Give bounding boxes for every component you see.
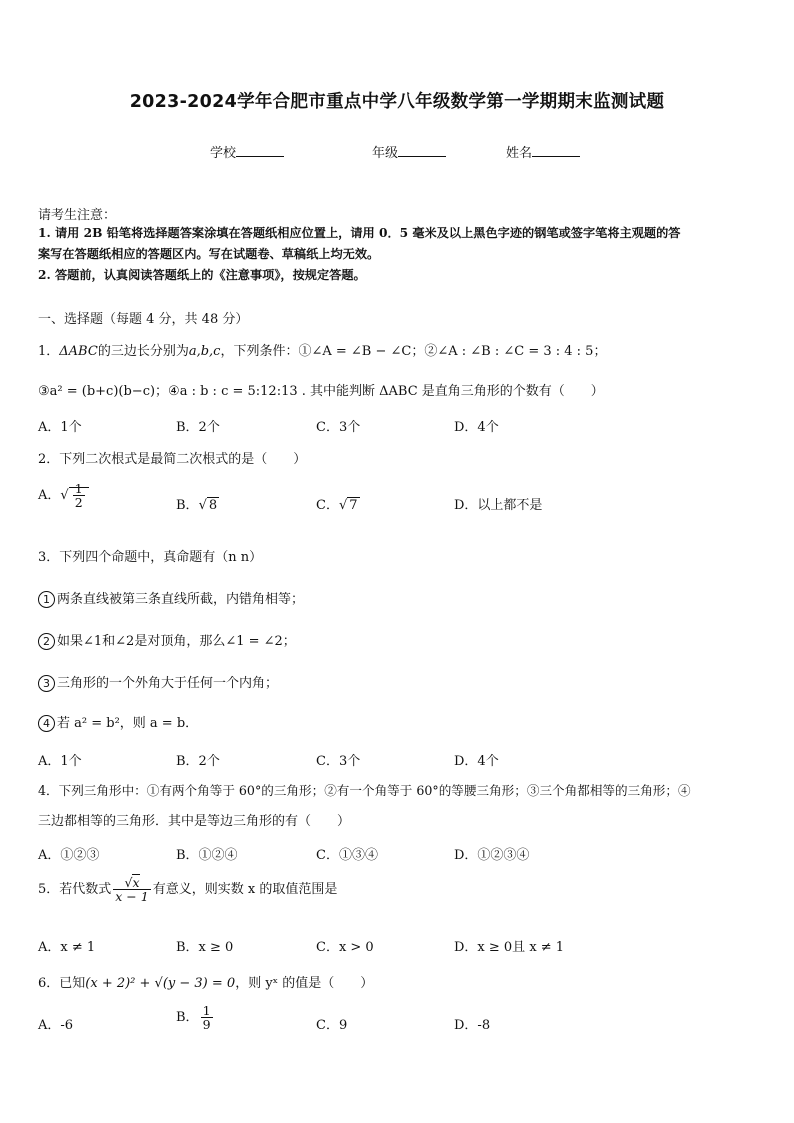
q5-option-d[interactable]: D．x ≥ 0且 x ≠ 1 bbox=[454, 940, 565, 955]
q2-b-radicand: 8 bbox=[208, 498, 218, 513]
q1-number: 1． bbox=[38, 344, 60, 359]
q6-expression: (x + 2)² + √(y − 3) = 0 bbox=[85, 976, 236, 991]
q2-option-b-label: B． bbox=[176, 498, 199, 513]
q2-a-denominator: 2 bbox=[74, 495, 83, 511]
q3-statement-3 bbox=[38, 672, 278, 692]
q6-b-denominator: 9 bbox=[202, 1017, 211, 1033]
sqrt-icon: √ 8 bbox=[198, 498, 218, 513]
name-field bbox=[506, 142, 580, 161]
q5-stem bbox=[38, 876, 337, 903]
q3-s4-text: 若 a² = b²，则 a = b． bbox=[57, 716, 199, 731]
q2-option-b[interactable] bbox=[176, 494, 219, 513]
q1-option-a[interactable]: A．1个 bbox=[38, 420, 82, 435]
q3-statement-4 bbox=[38, 712, 198, 732]
q6-option-c[interactable]: C．9 bbox=[316, 1018, 348, 1033]
sqrt-icon: √ 7 bbox=[338, 498, 358, 513]
q3-s2-text: 如果∠1和∠2是对顶角，那么∠1 = ∠2； bbox=[57, 634, 296, 649]
q2-c-radicand: 7 bbox=[349, 498, 358, 513]
q2-option-a[interactable] bbox=[38, 482, 89, 509]
q1-line-2: ③a² = (b+c)(b−c)；④a : b : c = 5:12:13 . 其中能判断 ΔABC 是直角三角形的个数有（ ） bbox=[38, 384, 604, 399]
q3-option-d[interactable]: D．4个 bbox=[454, 754, 499, 769]
school-blank[interactable] bbox=[236, 144, 284, 157]
q6-option-b[interactable] bbox=[176, 1004, 215, 1031]
q1-option-c[interactable]: C．3个 bbox=[316, 420, 361, 435]
notice-line-1a: 1. 请用 2B 铅笔将选择题答案涂填在答题纸相应位置上，请用 0．5 毫米及以上黑色字迹的钢笔或签字笔将主观题的答 bbox=[38, 226, 681, 240]
q5-denominator: x − 1 bbox=[115, 889, 149, 905]
q1-option-b[interactable]: B．2个 bbox=[176, 420, 220, 435]
circled-number-2: 2 bbox=[38, 633, 55, 650]
q6-option-d[interactable]: D．-8 bbox=[454, 1018, 491, 1033]
q4-line-1: 4．下列三角形中：①有两个角等于 60°的三角形；②有一个角等于 60°的等腰三角形；③三个角都相等的三角形；④ bbox=[38, 783, 691, 798]
q1-conditions: ，下列条件：①∠A = ∠B − ∠C；②∠A : ∠B : ∠C = 3 : 4 : 5； bbox=[220, 344, 607, 359]
q4-line-2: 三边都相等的三角形．其中是等边三角形的有（ ） bbox=[38, 814, 351, 829]
q3-option-c[interactable]: C．3个 bbox=[316, 754, 361, 769]
q5-suffix: 有意义，则实数 x 的取值范围是 bbox=[152, 882, 338, 898]
page-title: 2023-2024学年合肥市重点中学八年级数学第一学期期末监测试题 bbox=[129, 92, 665, 112]
circled-number-3: 3 bbox=[38, 675, 55, 692]
q2-stem: 2．下列二次根式是最简二次根式的是（ ） bbox=[38, 452, 307, 467]
q3-option-a[interactable]: A．1个 bbox=[38, 754, 82, 769]
grade-field bbox=[372, 142, 446, 161]
grade-label: 年级 bbox=[372, 146, 399, 161]
grade-blank[interactable] bbox=[398, 144, 446, 157]
q1-text: 的三边长分别为 bbox=[97, 344, 189, 359]
q2-option-c-label: C． bbox=[316, 498, 339, 513]
q3-option-b[interactable]: B．2个 bbox=[176, 754, 220, 769]
school-field bbox=[210, 142, 284, 161]
q1-line-1 bbox=[38, 340, 606, 359]
q5-prefix: 5．若代数式 bbox=[38, 882, 112, 898]
q2-option-a-label: A． bbox=[38, 488, 61, 504]
q3-statement-1 bbox=[38, 588, 304, 608]
q6-stem bbox=[38, 972, 373, 991]
name-label: 姓名 bbox=[506, 146, 533, 161]
circled-number-4: 4 bbox=[38, 715, 55, 732]
q5-fraction bbox=[113, 876, 150, 903]
q6-b-numerator: 1 bbox=[202, 1003, 211, 1018]
q4-option-b[interactable]: B．①②④ bbox=[176, 848, 238, 863]
notice-line-1b: 案写在答题纸相应的答题区内。写在试题卷、草稿纸上均无效。 bbox=[38, 247, 380, 261]
q6-option-a[interactable]: A．-6 bbox=[38, 1018, 74, 1033]
circled-number-1: 1 bbox=[38, 591, 55, 608]
q4-option-a[interactable]: A．①②③ bbox=[38, 848, 100, 863]
q1-triangle: ΔABC bbox=[59, 344, 98, 359]
q4-option-c[interactable]: C．①③④ bbox=[316, 848, 378, 863]
section-heading: 一、选择题（每题 4 分，共 48 分） bbox=[38, 312, 249, 327]
q3-s1-text: 两条直线被第三条直线所截，内错角相等； bbox=[57, 592, 305, 607]
q1-option-d[interactable]: D．4个 bbox=[454, 420, 499, 435]
q1-sides: a,b,c bbox=[188, 344, 221, 359]
q4-option-d[interactable]: D．①②③④ bbox=[454, 848, 530, 863]
q3-stem: 3．下列四个命题中，真命题有（n n） bbox=[38, 550, 263, 565]
q2-a-numerator: 1 bbox=[74, 481, 83, 496]
notice-heading: 请考生注意： bbox=[38, 208, 117, 223]
q5-option-c[interactable]: C．x > 0 bbox=[316, 940, 374, 955]
notice-line-2: 2. 答题前，认真阅读答题纸上的《注意事项》，按规定答题。 bbox=[38, 268, 366, 282]
name-blank[interactable] bbox=[532, 144, 580, 157]
q5-numerator: x bbox=[132, 875, 140, 890]
sqrt-icon: √ bbox=[124, 875, 133, 890]
q6-prefix: 6．已知 bbox=[38, 976, 86, 991]
school-label: 学校 bbox=[210, 146, 237, 161]
q3-statement-2 bbox=[38, 630, 296, 650]
q5-option-a[interactable]: A．x ≠ 1 bbox=[38, 940, 96, 955]
q2-option-d[interactable]: D．以上都不是 bbox=[454, 498, 543, 513]
q6-suffix: ，则 yˣ 的值是（ ） bbox=[235, 976, 374, 991]
q6-option-b-label: B． bbox=[176, 1010, 199, 1026]
q3-s3-text: 三角形的一个外角大于任何一个内角； bbox=[57, 676, 279, 691]
q5-option-b[interactable]: B．x ≥ 0 bbox=[176, 940, 234, 955]
q2-option-c[interactable] bbox=[316, 494, 360, 513]
sqrt-icon: √ $\frac{1}{2}$ bbox=[60, 482, 88, 509]
